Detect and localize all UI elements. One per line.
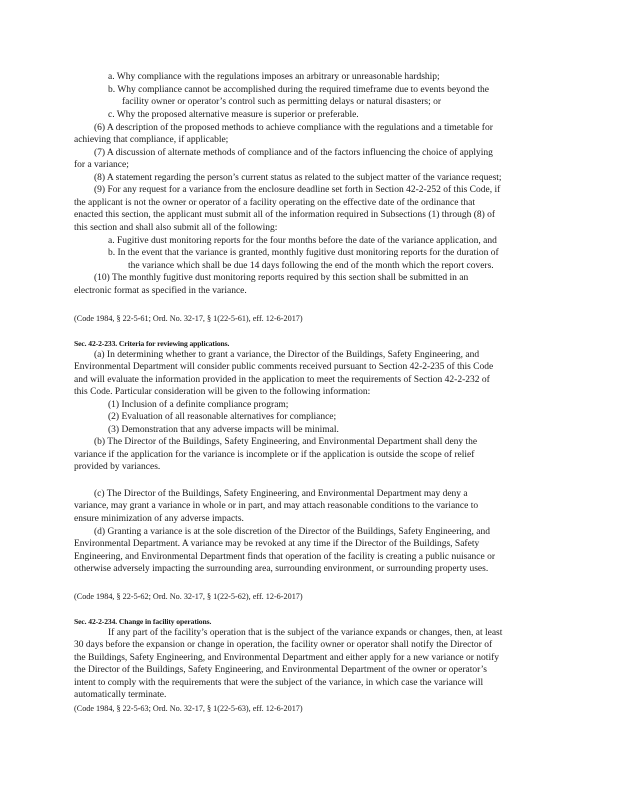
list-item-b: b. In the event that the variance is granted, monthly fugitive dust monitoring reports for the duration of bbox=[108, 248, 499, 258]
paragraph-10: (10) The monthly fugitive dust monitoring reports required by this section shall be submitted in an bbox=[94, 273, 469, 283]
paragraph-a-cont: and will evaluate the information provided in the application to meet the requirements of Section 42-2-232 of bbox=[74, 375, 490, 385]
paragraph-b-cont: provided by variances. bbox=[74, 462, 161, 472]
list-item-a: a. Why compliance with the regulations imposes an arbitrary or unreasonable hardship; bbox=[108, 72, 440, 82]
paragraph-change-cont: the Director of the Buildings, Safety Engineering, and Environmental Department of the owner or operator’s bbox=[74, 665, 487, 675]
list-item-b: b. Why compliance cannot be accomplished during the required timeframe due to events beyond the bbox=[108, 85, 490, 95]
list-item-b-cont: the variance which shall be due 14 days following the end of the month which the report covers. bbox=[128, 261, 494, 271]
section-heading: Sec. 42-2-234. Change in facility operations. bbox=[74, 617, 212, 626]
paragraph-9: (9) For any request for a variance from the enclosure deadline set forth in Section 42-2-252 of this Code, if bbox=[94, 185, 501, 195]
paragraph-change-cont: automatically terminate. bbox=[74, 690, 167, 700]
paragraph-b: (b) The Director of the Buildings, Safety Engineering, and Environmental Department shall deny the bbox=[94, 437, 478, 447]
history-note: (Code 1984, § 22-5-63; Ord. No. 32-17, § 1(22-5-63), eff. 12-6-2017) bbox=[74, 704, 303, 713]
paragraph-9-cont: the applicant is not the owner or operator of a facility operating on the effective date of the ordinance that bbox=[74, 198, 476, 208]
paragraph-a-cont: this Code. Particular consideration will be given to the following information: bbox=[74, 387, 371, 397]
paragraph-10-cont: electronic format as specified in the variance. bbox=[74, 286, 247, 296]
history-note: (Code 1984, § 22-5-62; Ord. No. 32-17, § 1(22-5-62), eff. 12-6-2017) bbox=[74, 592, 303, 601]
paragraph-change-cont: 30 days before the expansion or change in operation, the facility owner or operator shall notify the Director of bbox=[74, 640, 493, 650]
paragraph-6: (6) A description of the proposed methods to achieve compliance with the regulations and a timetable for bbox=[94, 123, 493, 133]
paragraph-6-cont: achieving that compliance, if applicable; bbox=[74, 135, 229, 145]
list-item-c: c. Why the proposed alternative measure is superior or preferable. bbox=[108, 110, 359, 120]
list-item-1: (1) Inclusion of a definite compliance program; bbox=[108, 400, 289, 410]
paragraph-d: (d) Granting a variance is at the sole discretion of the Director of the Buildings, Safety Engineering, and bbox=[94, 527, 490, 537]
section-heading: Sec. 42-2-233. Criteria for reviewing applications. bbox=[74, 339, 230, 348]
paragraph-c: (c) The Director of the Buildings, Safety Engineering, and Environmental Department may deny a bbox=[94, 489, 468, 499]
paragraph-b-cont: variance if the application for the variance is incomplete or if the application is outside the scope of relief bbox=[74, 450, 475, 460]
paragraph-change-cont: intent to comply with the requirements that were the subject of the variance, in which case the variance will bbox=[74, 678, 484, 688]
list-item-b-cont: facility owner or operator’s control such as permitting delays or natural disasters; or bbox=[122, 97, 442, 107]
paragraph-7-cont: for a variance; bbox=[74, 160, 129, 170]
paragraph-a-cont: Environmental Department will consider public comments received pursuant to Section 42-2-235 of this Code bbox=[74, 362, 494, 372]
paragraph-change-cont: the Buildings, Safety Engineering, and Environmental Department and either apply for a new variance or notify bbox=[74, 653, 499, 663]
paragraph-d-cont: Environmental Department. A variance may be revoked at any time if the Director of the Buildings, Safety bbox=[74, 539, 480, 549]
paragraph-9-cont: enacted this section, the applicant must submit all of the information required in Subsections (1) through (8) of bbox=[74, 210, 496, 220]
paragraph-a: (a) In determining whether to grant a variance, the Director of the Buildings, Safety Engineering, and bbox=[94, 350, 480, 360]
paragraph-8: (8) A statement regarding the person’s current status as related to the subject matter of the variance request; bbox=[94, 173, 502, 183]
paragraph-c-cont: variance, may grant a variance in whole or in part, and may attach reasonable conditions to the variance to bbox=[74, 501, 479, 511]
list-item-2: (2) Evaluation of all reasonable alternatives for compliance; bbox=[108, 412, 337, 422]
history-note: (Code 1984, § 22-5-61; Ord. No. 32-17, § 1(22-5-61), eff. 12-6-2017) bbox=[74, 314, 303, 323]
paragraph-7: (7) A discussion of alternate methods of compliance and of the factors influencing the choice of applying bbox=[94, 148, 493, 158]
paragraph-change: If any part of the facility’s operation that is the subject of the variance expands or changes, then, at least bbox=[108, 628, 503, 638]
list-item-3: (3) Demonstration that any adverse impacts will be minimal. bbox=[108, 425, 339, 435]
paragraph-d-cont: Engineering, and Environmental Department finds that operation of the facility is creating a public nuisance or bbox=[74, 552, 496, 562]
paragraph-9-cont: this section and shall also submit all of the following: bbox=[74, 223, 278, 233]
paragraph-c-cont: ensure minimization of any adverse impacts. bbox=[74, 514, 244, 524]
list-item-a: a. Fugitive dust monitoring reports for the four months before the date of the variance application, and bbox=[108, 236, 497, 246]
paragraph-d-cont: otherwise adversely impacting the surrounding area, surrounding environment, or surrounding property uses. bbox=[74, 564, 489, 574]
